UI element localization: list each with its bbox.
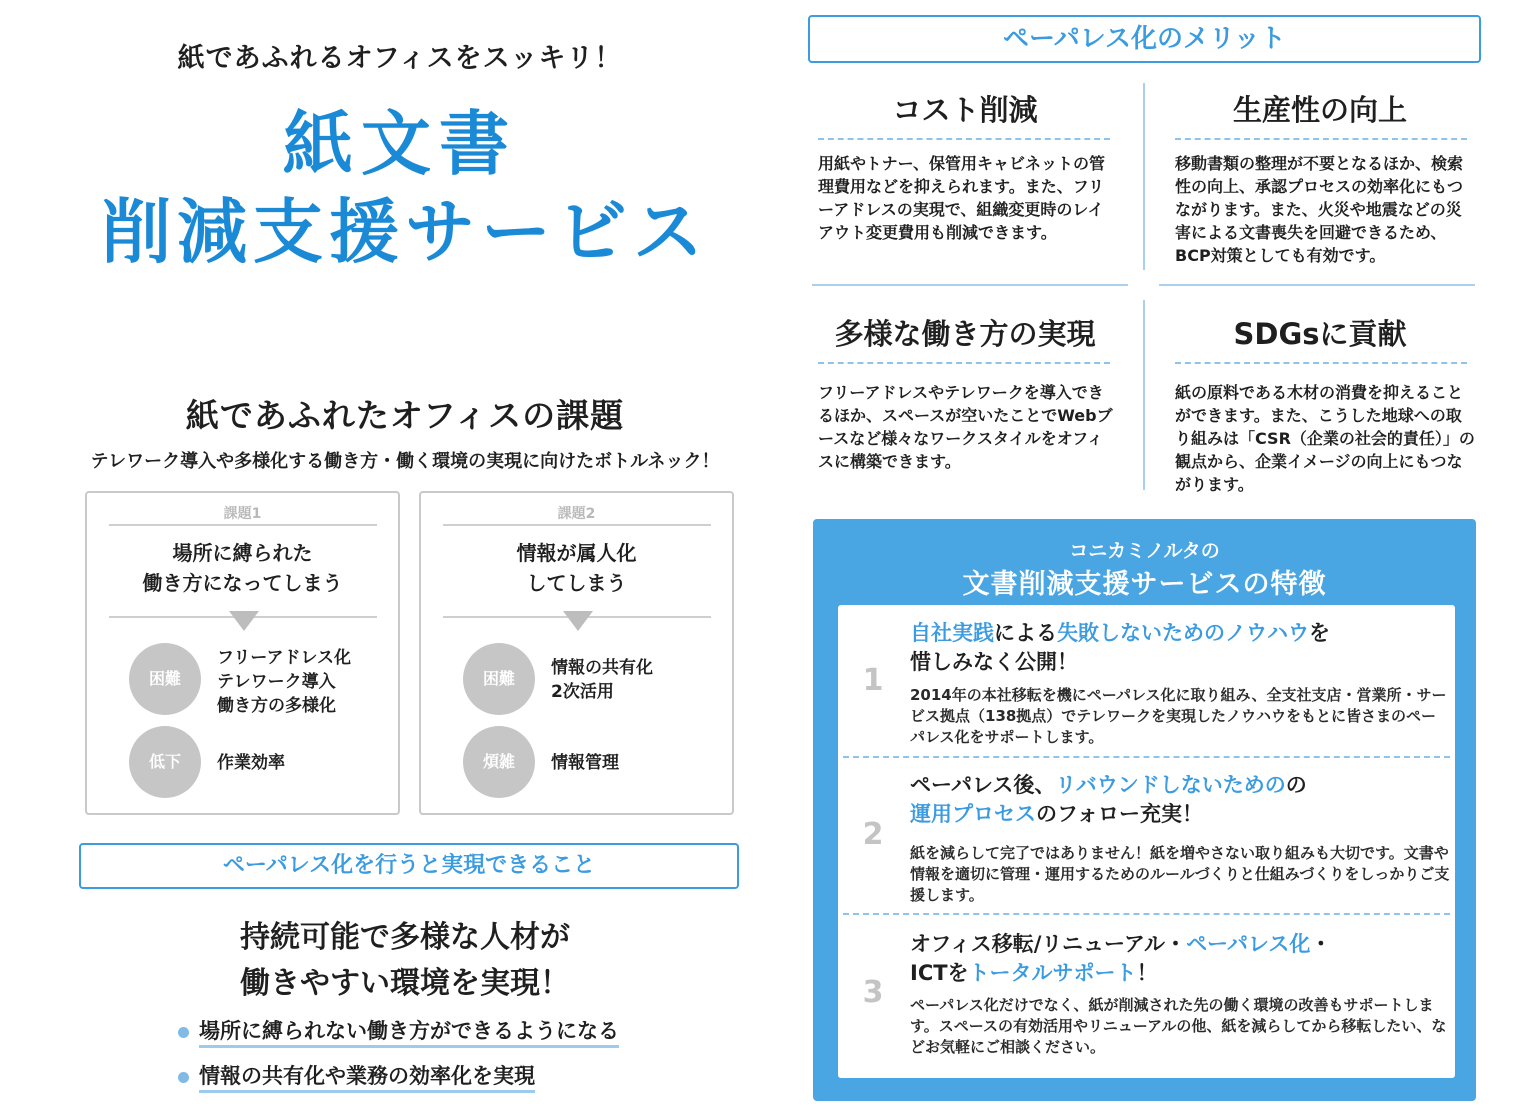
- issue-item-text: 情報の共有化 2次活用: [551, 658, 653, 702]
- feature-highlight: ペーパレス化: [1186, 932, 1311, 956]
- bullet-text: 情報の共有化や業務の効率化を実現: [199, 1064, 535, 1093]
- issue-item-text: 作業効率: [217, 753, 285, 773]
- feature-highlight: 自社実践: [910, 621, 994, 645]
- issue-card-2: [419, 491, 734, 815]
- feature-text: オフィス移転/リニューアル・: [910, 932, 1187, 956]
- merit-body: フリーアドレスやテレワークを導入できるほか、スペースが空いたことでWebブースなど様々なワークスタイルをオフィスに構築できます。: [818, 383, 1113, 471]
- paperless-heading: ペーパレス化を行うと実現できること: [79, 843, 739, 889]
- issue-title: 情報が属人化 してしまう: [516, 541, 637, 595]
- feature-text: ペーパレス後、: [910, 773, 1056, 797]
- page-title-line1: 紙文書: [283, 103, 517, 185]
- merit-title: コスト削減: [892, 93, 1038, 127]
- difficulty-badge: 困難: [129, 643, 201, 715]
- merit-title: SDGsに貢献: [1233, 317, 1407, 351]
- dashed-divider: [818, 362, 1110, 364]
- issues-subheading: テレワーク導入や多様化する働き方・働く環境の実現に向けたボトルネック！: [90, 451, 720, 472]
- issues-heading: 紙であふれたオフィスの課題: [185, 396, 625, 435]
- dashed-divider: [818, 138, 1110, 140]
- issue-card-1: [85, 491, 400, 815]
- feature-body: 紙を減らして完了ではありません！紙を増やさない取り組みも大切です。文書や情報を適切に管理・運用するためのルールづくりと仕組みづくりをしっかりご支援します。: [910, 844, 1450, 904]
- dashed-divider: [843, 913, 1450, 915]
- bullet-dot-icon: [178, 1027, 189, 1038]
- feature-title: 文書削減支援サービスの特徴: [962, 569, 1327, 600]
- feature-text: のフォロー充実！: [1036, 802, 1203, 826]
- merit-heading: ペーパレス化のメリット: [808, 15, 1481, 63]
- merit-divider-horizontal: [1159, 284, 1475, 286]
- bullet-text: 場所に縛られない働き方ができるようになる: [199, 1019, 619, 1048]
- bullet-item: [178, 1015, 619, 1045]
- complexity-badge: 煩雑: [463, 726, 535, 798]
- achieve-heading-line2: 働きやすい環境を実現！: [240, 966, 570, 1001]
- bullet-dot-icon: [178, 1072, 189, 1083]
- feature-number: 1: [862, 663, 884, 698]
- down-arrow-icon: [229, 611, 259, 631]
- merit-divider-horizontal: [812, 284, 1128, 286]
- merit-divider-vertical: [1143, 83, 1145, 270]
- feature-body: ペーパレス化だけでなく、紙が削減された先の働く環境の改善もサポートします。スペースの有効活用やリニューアルの他、紙を減らしてから移転したい、などお気軽にご相談ください。: [910, 996, 1447, 1056]
- merit-divider-vertical: [1143, 300, 1145, 490]
- down-arrow-icon: [563, 611, 593, 631]
- page-title-line2: 削減支援サービス: [101, 191, 709, 273]
- issue-item-text: 情報管理: [551, 753, 619, 773]
- feature-number: 2: [862, 817, 884, 852]
- feature-text: 惜しみなく公開！: [910, 650, 1078, 674]
- achieve-heading-line1: 持続可能で多様な人材が: [240, 920, 570, 955]
- merit-body: 移動書類の整理が不要となるほか、検索性の向上、承認プロセスの効率化にもつながります。また、火災や地震などの災害による文書喪失を回避できるため、BCP対策としても有効です。: [1175, 154, 1464, 265]
- dashed-divider: [843, 756, 1450, 758]
- tagline: 紙であふれるオフィスをスッキリ！: [177, 43, 623, 74]
- dashed-divider: [1175, 138, 1467, 140]
- feature-body: 2014年の本社移転を機にペーパレス化に取り組み、全支社支店・営業所・サービス拠点（138拠点）でテレワークを実現したノウハウをもとに皆さまのペーパレス化をサポートします。: [910, 686, 1447, 746]
- merit-title: 生産性の向上: [1232, 93, 1407, 127]
- feature-text: ・: [1310, 932, 1332, 956]
- feature-title-text: [910, 930, 1450, 988]
- decline-badge: 低下: [129, 726, 201, 798]
- feature-text: を: [1309, 621, 1330, 645]
- divider: [443, 524, 711, 526]
- issue-title: 場所に縛られた 働き方になってしまう: [142, 541, 343, 595]
- feature-title-text: [910, 619, 1450, 677]
- feature-company: コニカミノルタの: [1069, 540, 1220, 562]
- dashed-divider: [1175, 362, 1467, 364]
- feature-list: [838, 605, 1455, 1078]
- feature-highlight: 失敗しないためのノウハウ: [1057, 621, 1309, 645]
- divider: [109, 524, 377, 526]
- feature-text: の: [1285, 773, 1307, 797]
- feature-highlight: トータルサポート: [968, 961, 1137, 985]
- merit-title: 多様な働き方の実現: [834, 317, 1096, 351]
- issue-label: 課題1: [223, 506, 262, 522]
- merit-body: 紙の原料である木材の消費を抑えることができます。また、こうした地球への取り組みは「CSR（企業の社会的責任）」の観点から、企業イメージの向上にもつながります。: [1175, 383, 1475, 494]
- feature-title-text: [910, 771, 1450, 829]
- feature-highlight: 運用プロセス: [910, 802, 1036, 826]
- feature-number: 3: [862, 975, 884, 1010]
- difficulty-badge: 困難: [463, 643, 535, 715]
- feature-text: ！: [1136, 961, 1158, 985]
- feature-text: ICTを: [910, 961, 969, 985]
- bullet-item: [178, 1060, 535, 1090]
- issue-item-text: フリーアドレス化 テレワーク導入 働き方の多様化: [217, 648, 351, 716]
- issue-label: 課題2: [557, 506, 596, 522]
- merit-body: 用紙やトナー、保管用キャビネットの管理費用などを抑えられます。また、フリーアドレスの実現で、組織変更時のレイアウト変更費用も削減できます。: [818, 154, 1106, 242]
- feature-highlight: リバウンドしないための: [1055, 773, 1286, 797]
- feature-text: による: [994, 621, 1057, 645]
